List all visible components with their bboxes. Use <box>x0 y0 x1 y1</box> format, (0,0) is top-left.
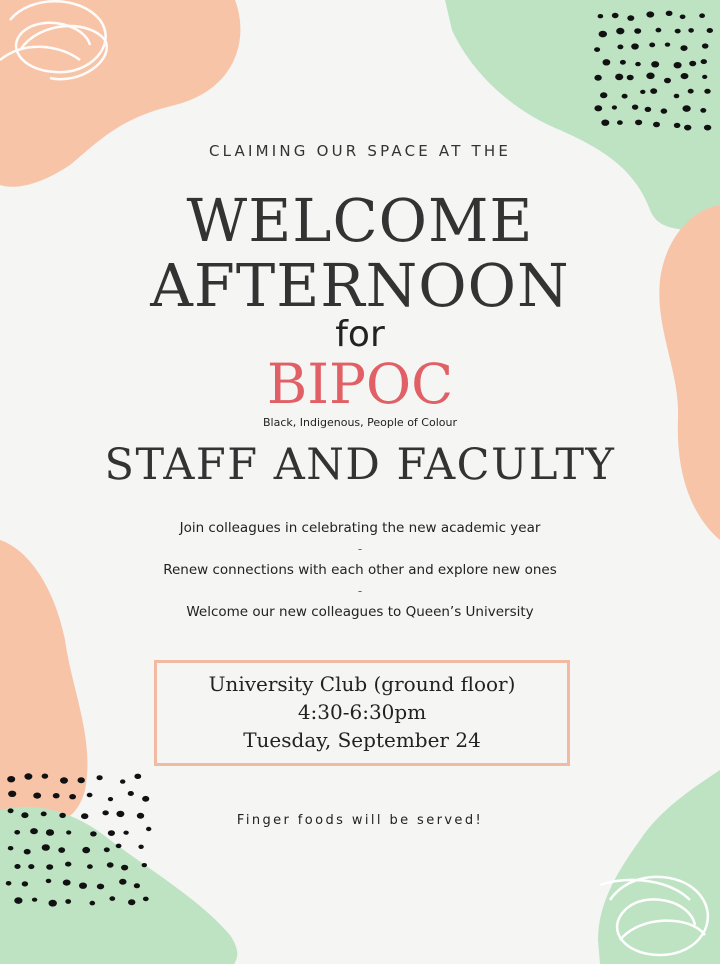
dot <box>599 31 607 38</box>
group-name: BIPOC <box>266 352 454 416</box>
dot <box>134 883 140 888</box>
dot <box>688 89 694 94</box>
dot <box>653 122 660 128</box>
dot <box>87 864 93 869</box>
dot <box>104 847 110 852</box>
dot <box>640 90 645 94</box>
bullet-separator: - <box>357 542 363 556</box>
dot <box>79 883 87 889</box>
dot <box>666 11 673 16</box>
dot <box>14 897 22 904</box>
dot <box>651 61 659 67</box>
group-expansion: Black, Indigenous, People of Colour <box>263 416 457 429</box>
dot <box>65 862 71 867</box>
dot <box>634 28 641 34</box>
dot <box>65 899 71 904</box>
dot <box>699 13 705 18</box>
dot <box>622 94 628 99</box>
dot <box>90 831 97 836</box>
dot <box>63 880 71 886</box>
dot <box>704 125 711 131</box>
dot <box>119 879 126 885</box>
dot <box>665 43 670 47</box>
dot <box>49 900 57 907</box>
dot <box>594 75 601 81</box>
dot <box>128 791 134 796</box>
dot <box>600 92 607 98</box>
dot <box>702 43 709 48</box>
dot <box>664 78 671 84</box>
title-line-2: AFTERNOON <box>150 251 570 320</box>
dot <box>78 777 85 783</box>
bullet-2: Renew connections with each other and explore new ones <box>163 562 557 578</box>
dot <box>30 828 38 834</box>
dot <box>617 45 623 50</box>
dot <box>603 59 611 65</box>
dot <box>6 881 12 886</box>
dot <box>87 793 93 798</box>
dot <box>674 62 682 68</box>
dot <box>28 864 34 869</box>
dot <box>674 94 680 99</box>
dot <box>24 773 32 779</box>
dot <box>42 844 50 851</box>
dot <box>143 897 149 902</box>
dot <box>121 865 128 871</box>
dot <box>134 774 141 779</box>
dot <box>598 14 604 18</box>
dot <box>42 774 49 779</box>
dot <box>22 881 28 886</box>
title-line-1: WELCOME <box>186 186 534 255</box>
dot <box>612 13 619 18</box>
dot <box>120 779 125 783</box>
dot <box>688 28 694 33</box>
dot <box>90 901 96 906</box>
dot <box>14 864 20 869</box>
bullet-separator: - <box>357 584 363 598</box>
dot <box>108 797 113 801</box>
dot <box>612 105 617 109</box>
dot <box>107 862 114 867</box>
dot <box>649 43 655 48</box>
dot <box>646 11 654 17</box>
dot <box>116 844 122 849</box>
dot <box>684 125 691 131</box>
event-time: 4:30-6:30pm <box>297 700 427 724</box>
dot <box>128 899 135 905</box>
dot <box>82 847 90 853</box>
dot <box>33 793 41 799</box>
dot <box>645 107 652 112</box>
dot <box>69 794 76 799</box>
dot <box>46 864 53 870</box>
dot <box>46 829 54 836</box>
dot <box>681 73 689 79</box>
bullet-3: Welcome our new colleagues to Queen’s University <box>186 604 534 620</box>
dot <box>707 28 713 33</box>
dot <box>123 831 128 835</box>
dot <box>675 29 681 34</box>
dot <box>656 28 662 33</box>
dot <box>650 88 657 94</box>
dot <box>142 796 149 802</box>
dot <box>700 108 706 113</box>
dot <box>32 898 37 902</box>
dot <box>8 846 14 850</box>
dot <box>46 879 52 883</box>
dot <box>701 59 707 64</box>
dot <box>109 896 115 901</box>
dot <box>7 776 15 782</box>
event-date: Tuesday, September 24 <box>243 728 481 752</box>
dot <box>627 75 634 81</box>
dot <box>674 123 681 128</box>
dot <box>646 73 654 80</box>
dot <box>702 75 707 79</box>
dot <box>66 830 71 834</box>
dot <box>631 43 639 49</box>
dot <box>58 847 65 853</box>
dot <box>53 793 60 798</box>
dot <box>97 884 104 890</box>
dot <box>704 89 710 94</box>
dot <box>594 47 600 52</box>
dot <box>689 61 696 67</box>
dot <box>108 830 115 836</box>
dot <box>627 15 634 21</box>
dot <box>632 105 638 110</box>
audience-heading: STAFF AND FACULTY <box>104 440 616 490</box>
event-location: University Club (ground floor) <box>208 672 516 696</box>
dot <box>617 120 623 125</box>
dot <box>635 120 642 126</box>
dot <box>661 108 668 113</box>
dot <box>138 845 143 849</box>
dot <box>680 14 686 19</box>
bullet-1: Join colleagues in celebrating the new academic year <box>179 520 541 536</box>
dot <box>97 775 103 780</box>
dot <box>620 60 626 65</box>
footer-note: Finger foods will be served! <box>236 813 484 828</box>
dot <box>142 863 147 867</box>
dot <box>24 849 31 855</box>
dot <box>616 28 624 35</box>
event-kicker: CLAIMING OUR SPACE AT THE <box>208 142 512 160</box>
dot <box>683 105 691 112</box>
dot <box>60 777 68 783</box>
dot <box>14 830 20 835</box>
dot <box>601 120 609 126</box>
dot <box>680 45 687 51</box>
dot <box>635 62 641 66</box>
dot <box>594 105 602 111</box>
event-description <box>0 518 720 623</box>
dot <box>8 791 16 797</box>
title-for: for <box>335 314 385 355</box>
dot <box>615 74 623 81</box>
